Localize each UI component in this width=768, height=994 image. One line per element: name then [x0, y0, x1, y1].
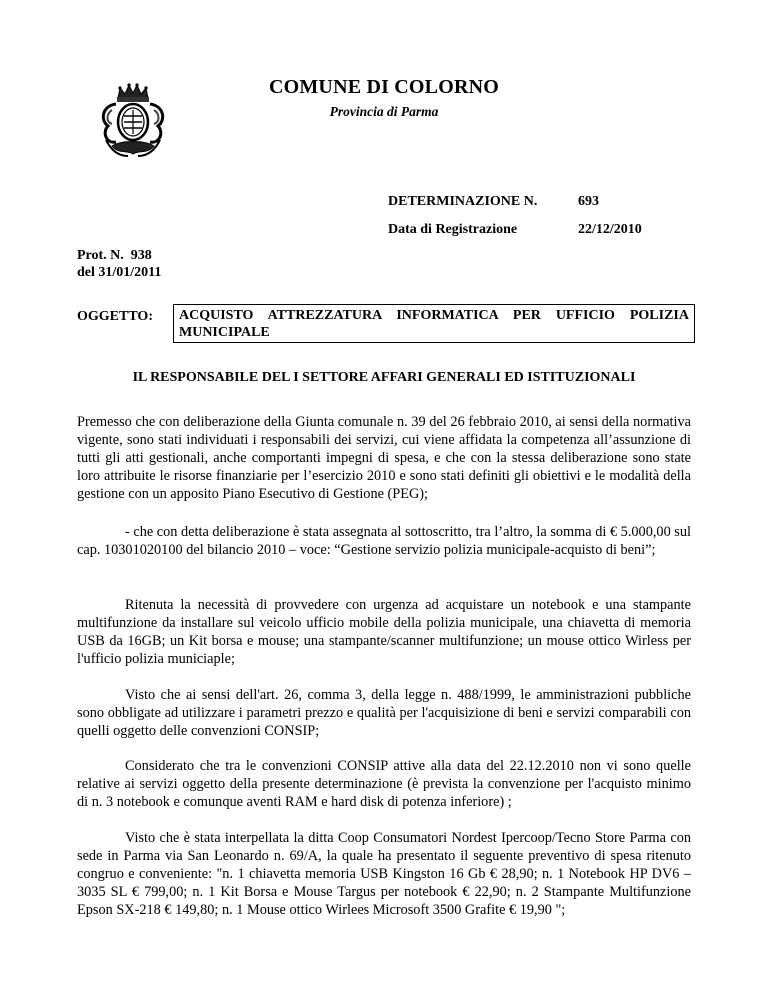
municipality-name: COMUNE DI COLORNO: [268, 76, 500, 98]
responsible-title: IL RESPONSABILE DEL I SETTORE AFFARI GENERALI ED ISTITUZIONALI: [132, 370, 636, 385]
registration-date-value: 22/12/2010: [578, 222, 642, 237]
protocol-date: del 31/01/2011: [77, 265, 162, 280]
paragraph-visto-legge: Visto che ai sensi dell'art. 26, comma 3, della legge n. 488/1999, le amministrazioni pubbliche sono obbligate ad utilizzare i parametri prezzo e qualità per l'acquisizione di beni e servizi comparabili con quelli oggetto delle convenzioni CONSIP;: [77, 687, 691, 739]
paragraph-premesso: Premesso che con deliberazione della Giunta comunale n. 39 del 26 febbraio 2010, ai sensi della normativa vigente, sono stati individuati i responsabili dei servizi, cui viene affidata la competenza all’assunzione di tutti gli atti gestionali, anche comportanti impegni di spesa, e che con la stessa deliberazione sono state loro attribuite le risorse finanziarie per l’esercizio 2010 e sono stati definiti gli obiettivi e le modalità della gestione con un apposito Piano Esecutivo di Gestione (PEG);: [77, 414, 691, 502]
subject-box: ACQUISTO ATTREZZATURA INFORMATICA PER UFFICIO POLIZIA MUNICIPALE: [173, 304, 695, 343]
coat-of-arms-icon: [98, 82, 168, 158]
registration-date-label: Data di Registrazione: [388, 222, 518, 237]
determination-number-label: DETERMINAZIONE N.: [388, 194, 538, 209]
subject-label: OGGETTO:: [77, 309, 153, 324]
paragraph-ritenuta: Ritenuta la necessità di provvedere con urgenza ad acquistare un notebook e una stampante multifunzione da installare sul veicolo ufficio mobile della polizia municipale, una chiavetta di memoria USB da 16GB; un Kit borsa e mouse; una stampante/scanner multifunzione; un mouse ottico Wirless per l'ufficio polizia municiaple;: [77, 597, 691, 667]
paragraph-assegnata: - che con detta deliberazione è stata assegnata al sottoscritto, tra l’altro, la somma di € 5.000,00 sul cap. 10301020100 del bilancio 2010 – voce: “Gestione servizio polizia municipale-acquisto di beni”;: [77, 524, 691, 558]
protocol-number: Prot. N. 938: [77, 248, 152, 263]
paragraph-considerato: Considerato che tra le convenzioni CONSIP attive alla data del 22.12.2010 non vi sono quelle relative ai servizi oggetto della presente determinazione (è prevista la convenzione per l'acquisto minimo di n. 3 notebook e comunque aventi RAM e hard disk di potenza inferiore) ;: [77, 758, 691, 810]
province-name: Provincia di Parma: [329, 104, 439, 119]
protocol-block: [77, 247, 161, 281]
determination-number-value: 693: [578, 194, 599, 209]
paragraph-preventivo: Visto che è stata interpellata la ditta Coop Consumatori Nordest Ipercoop/Tecno Store Parma con sede in Parma via San Leonardo n. 69/A, la quale ha presentato il seguente preventivo di spesa ritenuto congruo e conveniente: "n. 1 chiavetta memoria USB Kingston 16 Gb € 28,90; n. 1 Notebook HP DV6 – 3035 SL € 799,00; n. 1 Kit Borsa e Mouse Targus per notebook € 22,90; n. 2 Stampante Multifunzione Epson SX-218 € 149,80; n. 1 Mouse ottico Wirlees Microsoft 3500 Grafite € 19,90 ";: [77, 830, 691, 918]
